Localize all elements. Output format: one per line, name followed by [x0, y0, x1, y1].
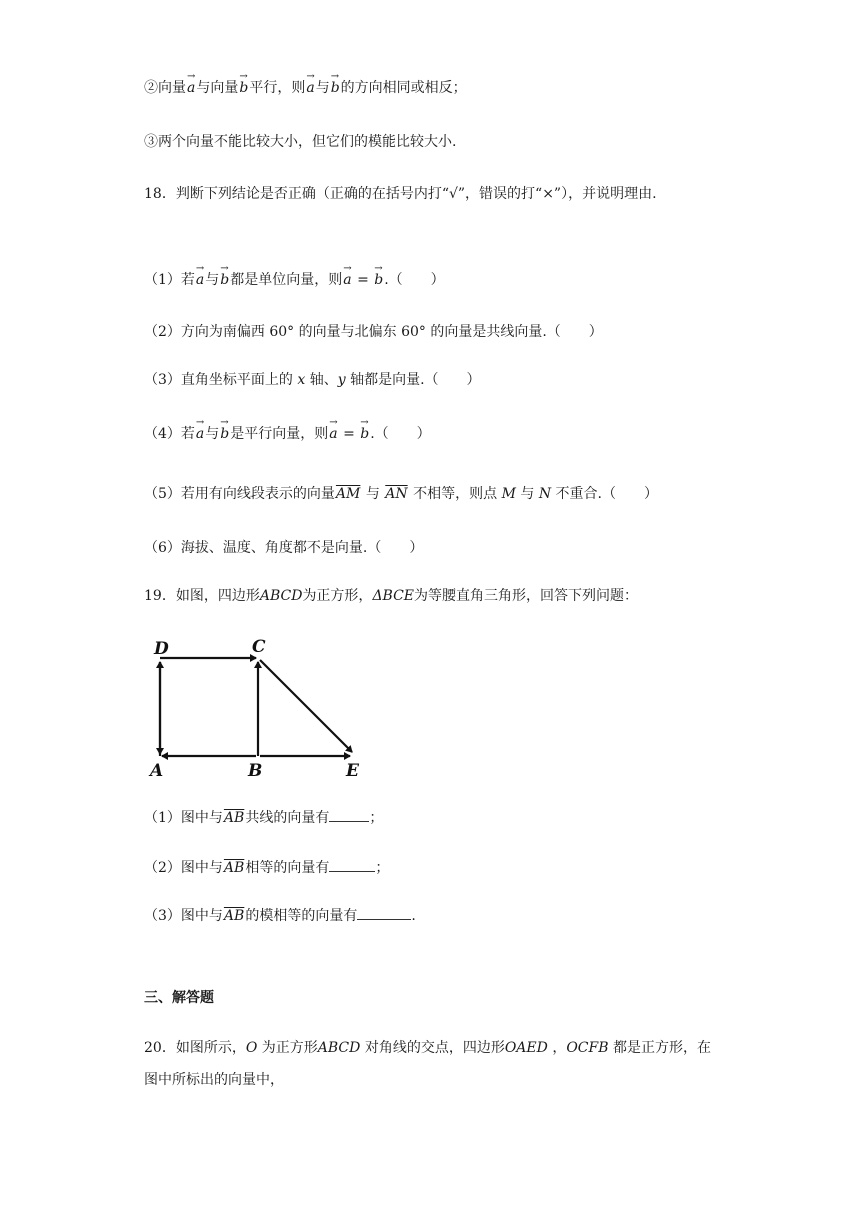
segment-ce — [260, 660, 352, 752]
answer-blank[interactable] — [329, 856, 375, 872]
vector-ab: $\overline{AB}$ — [223, 860, 245, 876]
text: ； — [375, 860, 390, 876]
question-18-4 — [144, 424, 431, 444]
var-y: y — [337, 372, 346, 388]
question-18-2: （2）方向为南偏西 60° 的向量与北偏东 60° 的向量是共线向量.（ ） — [144, 324, 603, 340]
vector-an: $\overline{AN}$ — [385, 486, 408, 502]
text: 相等的向量有 — [245, 860, 330, 876]
text: 的模相等的向量有 — [245, 908, 358, 924]
text: 平行，则 — [249, 80, 306, 96]
text: 共线的向量有 — [245, 810, 330, 826]
quad-ocfb: OCFB — [566, 1040, 609, 1056]
point-n: N — [538, 486, 552, 502]
text: 为正方形， — [302, 588, 373, 604]
vector-a: → a — [195, 424, 205, 444]
text: .（ ） — [370, 426, 431, 442]
point-m: M — [501, 486, 516, 502]
text: 轴、 — [309, 372, 338, 388]
vector-b: → b — [238, 78, 249, 98]
question-18-6: （6）海拔、温度、角度都不是向量.（ ） — [144, 540, 424, 556]
text: 与 — [520, 486, 535, 502]
question-18-stem: 18．判断下列结论是否正确（正确的在括号内打“√”，错误的打“×”），并说明理由. — [144, 186, 657, 202]
square-triangle-figure — [148, 634, 378, 784]
label-d: D — [154, 639, 169, 659]
quad-abcd: ABCD — [259, 588, 303, 604]
vector-b: → b — [373, 270, 384, 290]
text: （2）图中与 — [144, 860, 223, 876]
question-19-stem — [144, 586, 638, 606]
vector-am: $\overline{AM}$ — [335, 486, 361, 502]
text: 为等腰直角三角形，回答下列问题： — [414, 588, 639, 604]
var-x: x — [297, 372, 306, 388]
text: ②向量 — [144, 80, 186, 96]
text: 都是单位向量，则 — [230, 272, 343, 288]
text: 20．如图所示， — [144, 1040, 246, 1056]
answer-blank[interactable] — [357, 904, 411, 920]
text: 对角线的交点，四边形 — [364, 1040, 505, 1056]
statement-2 — [144, 78, 467, 98]
label-c: C — [252, 637, 266, 657]
vector-ab: $\overline{AB}$ — [223, 908, 245, 924]
text: ； — [369, 810, 384, 826]
text: （5）若用有向线段表示的向量 — [144, 486, 335, 502]
text: （4）若 — [144, 426, 195, 442]
text: = — [343, 426, 355, 442]
text: 为正方形 — [261, 1040, 318, 1056]
label-a: A — [150, 761, 164, 781]
label-b: B — [248, 761, 263, 781]
answer-blank[interactable] — [329, 806, 369, 822]
text: = — [357, 272, 369, 288]
label-e: E — [346, 761, 359, 781]
vector-a: → a — [195, 270, 205, 290]
text: 轴都是向量.（ ） — [350, 372, 481, 388]
text: （1）图中与 — [144, 810, 223, 826]
text: . — [411, 908, 416, 924]
text: ， — [552, 1040, 567, 1056]
text: 不重合.（ ） — [555, 486, 658, 502]
question-18-5 — [144, 484, 658, 504]
text: 的方向相同或相反； — [340, 80, 467, 96]
text: 与 — [365, 486, 380, 502]
question-19-1 — [144, 806, 383, 828]
text: 与 — [315, 80, 330, 96]
vector-ab: $\overline{AB}$ — [223, 810, 245, 826]
point-o: O — [245, 1040, 258, 1056]
section-heading: 三、解答题 — [144, 990, 214, 1006]
text: （3）图中与 — [144, 908, 223, 924]
text: 19．如图，四边形 — [144, 588, 260, 604]
text: 与向量 — [196, 80, 239, 96]
question-19-2 — [144, 856, 389, 878]
vector-a: → a — [186, 78, 196, 98]
text: （1）若 — [144, 272, 195, 288]
text: 与 — [205, 272, 220, 288]
question-19-3 — [144, 904, 416, 926]
triangle-bce: ΔBCE — [372, 588, 415, 604]
statement-3: ③两个向量不能比较大小，但它们的模能比较大小. — [144, 134, 457, 150]
vector-b: → b — [219, 270, 230, 290]
text: （3）直角坐标平面上的 — [144, 372, 293, 388]
quad-oaed: OAED — [504, 1040, 548, 1056]
vector-b: → b — [330, 78, 341, 98]
text: .（ ） — [384, 272, 445, 288]
question-18-3 — [144, 370, 481, 390]
vector-a: → a — [342, 270, 352, 290]
text: 与 — [205, 426, 220, 442]
text: 都是正方形，在图中所标出的向量中， — [144, 1040, 711, 1088]
vector-a: → a — [328, 424, 338, 444]
vector-a: → a — [305, 78, 315, 98]
question-18-1 — [144, 270, 445, 290]
text: 是平行向量，则 — [230, 426, 329, 442]
vector-b: → b — [359, 424, 370, 444]
vector-b: → b — [219, 424, 230, 444]
question-20-line1 — [144, 1032, 716, 1096]
text: 不相等，则点 — [413, 486, 498, 502]
quad-abcd: ABCD — [317, 1040, 361, 1056]
